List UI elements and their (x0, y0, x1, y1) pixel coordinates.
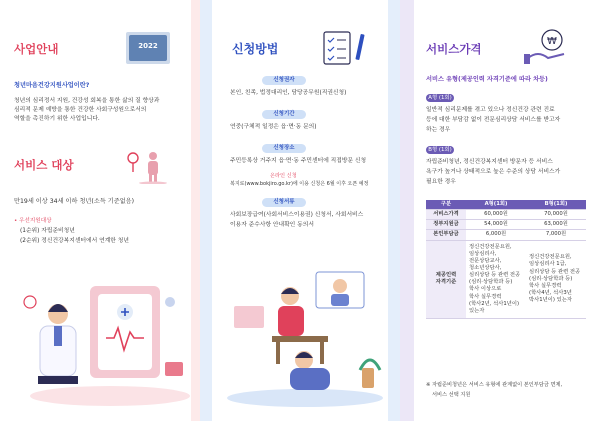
checklist-icon (320, 30, 370, 66)
section-title-target: 서비스 대상 (14, 158, 74, 172)
person-location-icon (124, 150, 174, 184)
label-documents: 신청서류 (262, 198, 306, 207)
type-a-line-1: 일반적 심리문제를 겪고 있으나 정신건강 관련 진료 (426, 107, 555, 113)
type-a-label: A형 (1회) (426, 94, 454, 102)
row-label-qualification: 제공인력 자격기준 (426, 240, 466, 318)
priority-title: • 우선지원대상 (14, 218, 52, 224)
svg-text:₩: ₩ (547, 36, 557, 47)
header-category: 구분 (426, 200, 466, 210)
table-row (426, 220, 586, 230)
type-b-label: B형 (1회) (426, 146, 454, 154)
panel-price (400, 0, 600, 421)
documents-text-2: 이용자 준수사항 안내확인 동의서 (230, 222, 314, 228)
applicant-text: 본인, 친족, 법정대리인, 담당공무원(직권신청) (230, 90, 347, 96)
priority-item-1: (1순위) 자립준비청년 (20, 228, 75, 234)
doctor-consultation-illustration (20, 272, 190, 412)
section-title-application: 신청방법 (232, 42, 279, 56)
business-body-line-1: 청년의 심리정서 지원, 건강성 회복을 통한 삶의 질 향상과 (14, 98, 160, 104)
business-question: 청년마음건강지원사업이란? (14, 82, 90, 89)
type-a-line-2: 등에 대한 부담감 없이 전문심리상담 서비스를 받고자 (426, 117, 561, 123)
header-type-a: A형(1회) (466, 200, 526, 210)
type-a-line-3: 하는 경우 (426, 127, 451, 133)
price-table-header (426, 200, 586, 210)
cell-self-payment-b: 7,000원 (526, 230, 586, 240)
online-counseling-illustration (220, 250, 390, 410)
type-b-line-3: 필요한 경우 (426, 179, 456, 185)
footnote-line-2: 서비스 선택 지원 (432, 392, 471, 398)
label-applicant: 신청권자 (262, 76, 306, 85)
type-b-line-1: 자립준비청년, 정신건강복지센터 방문자 등 서비스 (426, 159, 553, 165)
cell-government-support-a: 54,000원 (466, 220, 526, 230)
cell-service-price-a: 60,000원 (466, 210, 526, 220)
price-table (426, 200, 586, 319)
business-body-line-3: 역할을 촉진하기 위한 사업입니다. (14, 116, 100, 122)
type-b-line-2: 욕구가 높거나 상태적으로 높은 수준의 상담 서비스가 (426, 169, 561, 175)
documents-text-1: 사회보장급여(사회서비스이용권) 신청서, 사회서비스 (230, 212, 364, 218)
online-label: 온라인 신청 (270, 173, 297, 179)
cell-self-payment-a: 6,000원 (466, 230, 526, 240)
cell-government-support-b: 63,000원 (526, 220, 586, 230)
cell-qualification-a: 정신건강전문요원, 임상심리사, 전문상담교사, 청소년상담사, 심리상담 등 관련 전공 (심리·상담학과 등) 학사 이상으로 학사 실무경력 (학사2년, 석사1년이) 있는자 (466, 240, 526, 318)
cell-qualification-b: 정신건강전문요원, 임상심리사 1급, 심리상담 등 관련 전공 (심리·상담학과 등) 학사 실무경력 (학사4년, 석사3년 박사1년이) 있는자 (526, 240, 586, 318)
price-subtitle: 서비스 유형(제공인력 자격기준에 따라 차등) (426, 76, 548, 83)
cell-service-price-b: 70,000원 (526, 210, 586, 220)
period-text: 연중(구체적 일정은 읍·면·동 문의) (230, 124, 317, 130)
table-row (426, 230, 586, 240)
business-body-line-2: 심리적 문제 예방을 통한 건강한 사회구성원으로서의 (14, 107, 147, 113)
header-type-b: B형(1회) (526, 200, 586, 210)
row-label-government-support: 정부지원금 (426, 220, 466, 230)
table-row (426, 210, 586, 220)
place-text: 주민등록상 거주지 읍·면·동 주민센터에 직접방문 신청 (230, 158, 367, 164)
book-icon: 2022 (126, 32, 170, 64)
row-label-self-payment: 본인부담금 (426, 230, 466, 240)
panel-business-info (0, 0, 200, 421)
table-row (426, 240, 586, 318)
online-text: 복지로(www.bokjiro.go.kr)에 이용 신청은 6월 이후 오픈 예정 (230, 181, 369, 187)
section-title-price: 서비스가격 (426, 42, 482, 56)
row-label-service-price: 서비스가격 (426, 210, 466, 220)
section-title-business: 사업안내 (14, 42, 59, 56)
footnote-line-1: ※ 자립준비청년은 서비스 유형에 관계없이 본인부담금 면제, (426, 382, 563, 388)
target-description: 만19세 이상 34세 이하 청년(소득 기준없음) (14, 198, 135, 205)
panel-application (200, 0, 400, 421)
label-place: 신청장소 (262, 144, 306, 153)
coin-hand-icon (524, 26, 574, 64)
priority-item-2: (2순위) 정신건강복지센터에서 연계한 청년 (20, 238, 129, 244)
label-period: 신청기간 (262, 110, 306, 119)
